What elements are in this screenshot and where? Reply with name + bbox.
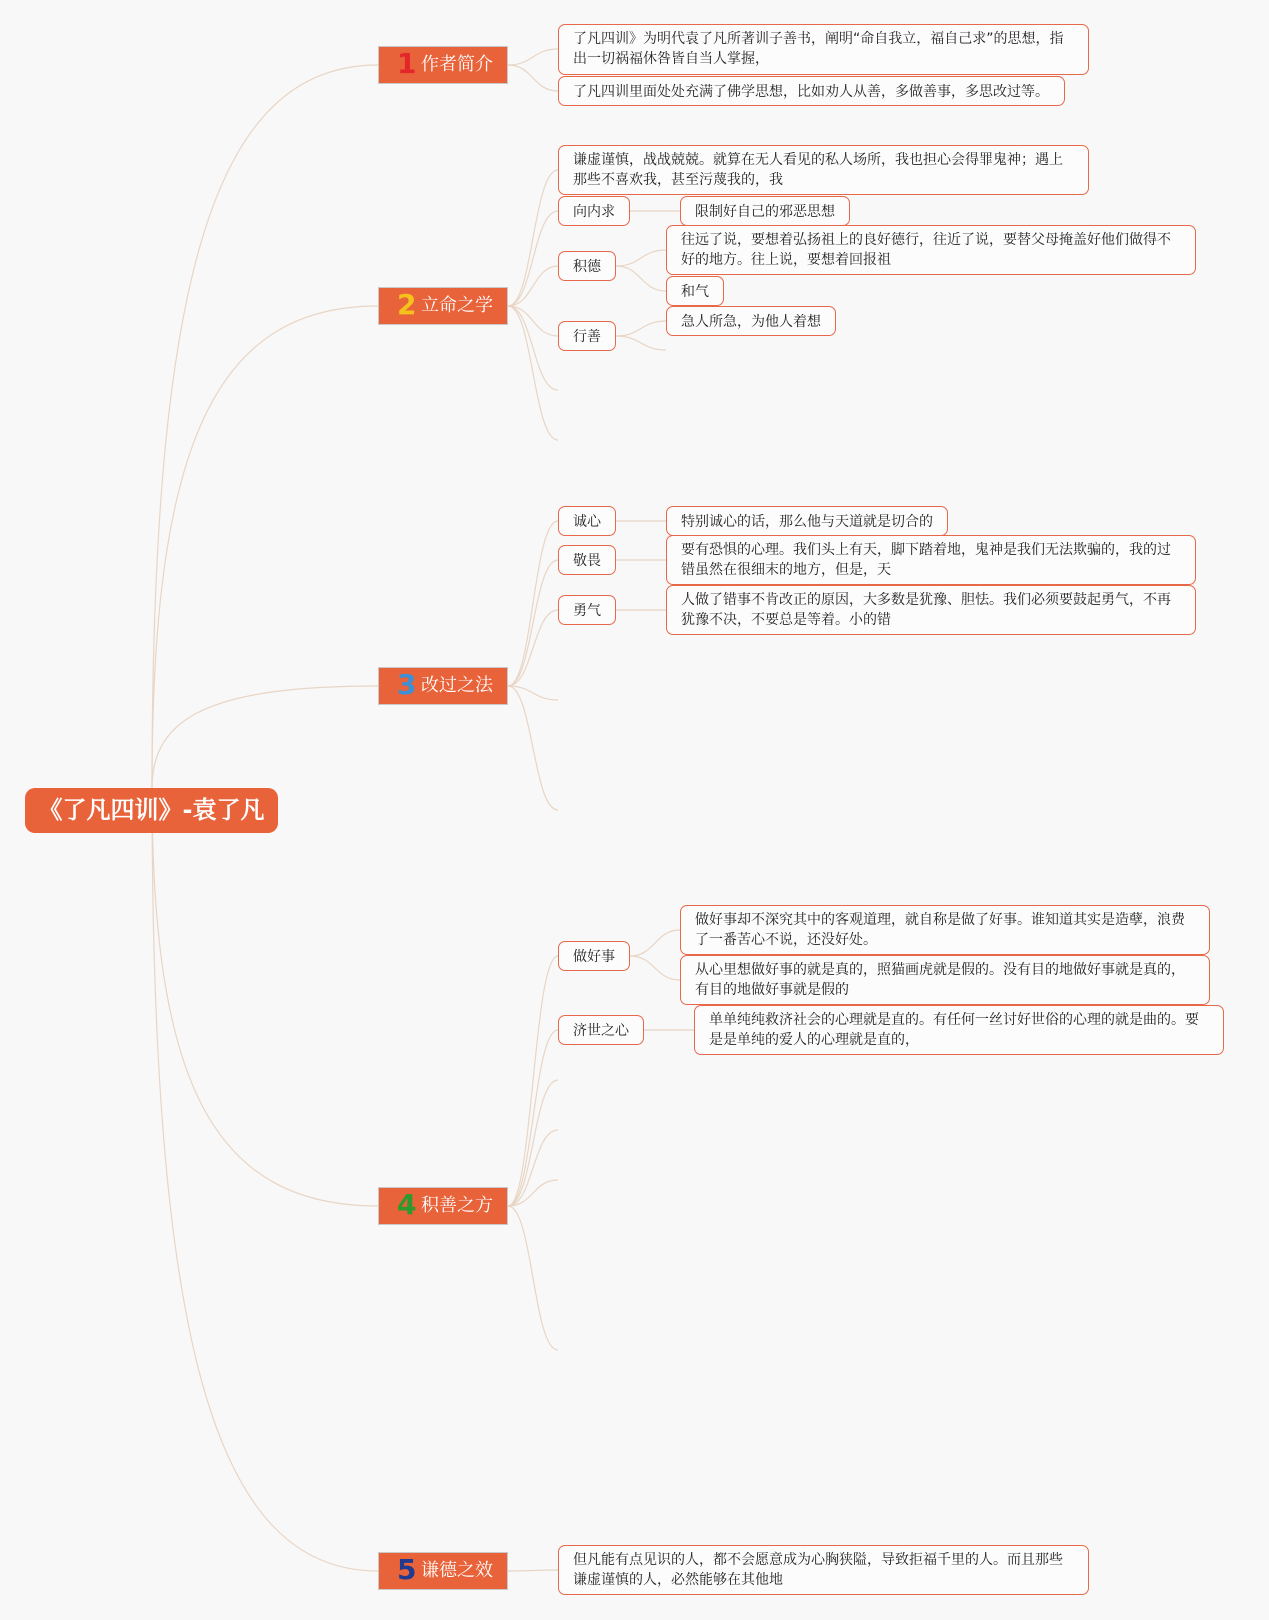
subtopic-label: 行善 — [573, 329, 601, 345]
topic-box[interactable] — [558, 1545, 1089, 1595]
topic-box[interactable] — [666, 585, 1196, 635]
connector-line — [508, 266, 558, 306]
branch-gaiguo[interactable] — [378, 667, 508, 705]
connector-line — [152, 686, 378, 788]
topic-box[interactable] — [666, 225, 1196, 275]
branch-number: 2 — [397, 288, 417, 321]
topic-box[interactable] — [558, 24, 1089, 75]
topic-text-line: 做好事却不深究其中的客观道理，就自称是做了好事。谁知道其实是造孽，浪费 — [695, 912, 1185, 928]
topic-text-line: 那些不喜欢我，甚至污蔑我的，我 — [573, 172, 783, 188]
subtopic-xingshan[interactable] — [558, 321, 616, 351]
topic-box[interactable] — [666, 506, 948, 536]
branch-author-intro[interactable] — [378, 46, 508, 84]
topic-box[interactable] — [680, 905, 1210, 955]
topic-text-line: 但凡能有点见识的人，都不会愿意成为心胸狭隘，导致拒福千里的人。而且那些 — [573, 1552, 1063, 1568]
subtopic-label: 勇气 — [573, 603, 601, 619]
topic-text-line: 往远了说，要想着弘扬祖上的良好德行，往近了说，要替父母掩盖好他们做得不 — [681, 232, 1171, 248]
subtopic-label: 敬畏 — [573, 553, 601, 569]
branch-number: 3 — [397, 668, 417, 701]
topic-box[interactable] — [558, 76, 1065, 106]
connector-line — [508, 1030, 558, 1206]
connector-line — [508, 686, 558, 700]
connector-line — [508, 49, 558, 65]
connector-line — [508, 211, 558, 306]
connector-line — [508, 1206, 558, 1350]
subtopic-jide[interactable] — [558, 251, 616, 281]
connector-line — [152, 788, 378, 1571]
connector-line — [152, 306, 378, 788]
topic-text-line: 错虽然在很细末的地方，但是，天 — [681, 562, 891, 578]
topic-text-line: 出一切祸福休咎皆自当人掌握， — [573, 51, 769, 67]
topic-text-line: 犹豫不决，不要总是等着。小的错 — [681, 612, 891, 628]
branch-number: 1 — [397, 47, 417, 80]
connector-line — [508, 560, 558, 686]
topic-text-line: 单单纯纯救济社会的心理就是直的。有任何一丝讨好世俗的心理的就是曲的。要 — [709, 1012, 1199, 1028]
connector-line — [630, 930, 680, 956]
subtopic-chengxin[interactable] — [558, 506, 616, 536]
topic-box[interactable] — [666, 276, 724, 306]
connector-line — [616, 250, 666, 266]
topic-text-line: 人做了错事不肯改正的原因，大多数是犹豫、胆怯。我们必须要鼓起勇气，不再 — [681, 592, 1171, 608]
connector-line — [508, 1570, 558, 1571]
root-title: 《了凡四训》-袁了凡 — [38, 796, 265, 824]
subtopic-zuohaoshi[interactable] — [558, 941, 630, 971]
connector-line — [508, 521, 558, 686]
subtopic-jingwei[interactable] — [558, 545, 616, 575]
connector-line — [508, 306, 558, 440]
connector-line — [508, 65, 558, 91]
topic-text-line: 谦虚谨慎的人，必然能够在其他地 — [573, 1572, 783, 1588]
branch-number: 4 — [397, 1188, 417, 1221]
branch-number: 5 — [397, 1553, 417, 1586]
topic-text-line: 和气 — [681, 284, 709, 300]
branch-label: 谦德之效 — [421, 1560, 493, 1581]
topic-box[interactable] — [680, 196, 850, 226]
connector-line — [616, 336, 666, 350]
subtopic-label: 济世之心 — [573, 1023, 629, 1039]
connector-line — [616, 266, 666, 291]
connector-line — [630, 956, 680, 980]
topic-text-line: 从心里想做好事的就是真的，照猫画虎就是假的。没有目的地做好事就是真的， — [695, 962, 1185, 978]
branch-jishan[interactable] — [378, 1187, 508, 1225]
root-node[interactable] — [25, 788, 278, 833]
subtopic-label: 做好事 — [573, 949, 615, 965]
topic-text-line: 特别诚心的话，那么他与天道就是切合的 — [681, 514, 933, 530]
topic-box[interactable] — [666, 306, 836, 336]
subtopic-label: 积德 — [573, 259, 601, 275]
topic-text-line: 急人所急，为他人着想 — [681, 314, 821, 330]
topic-text-line: 限制好自己的邪恶思想 — [695, 204, 835, 220]
topic-text-line: 好的地方。往上说，要想着回报祖 — [681, 252, 891, 268]
connector-line — [152, 788, 378, 1206]
branch-qiande[interactable] — [378, 1552, 508, 1590]
connector-line — [616, 321, 666, 336]
connector-line — [152, 65, 378, 788]
topic-text-line: 有目的地做好事就是假的 — [695, 982, 849, 998]
topic-text-line: 了一番苦心不说，还没好处。 — [695, 932, 877, 948]
subtopic-jishizhixin[interactable] — [558, 1015, 644, 1045]
connector-line — [508, 686, 558, 810]
topic-text-line: 要有恐惧的心理。我们头上有天，脚下踏着地，鬼神是我们无法欺骗的，我的过 — [681, 542, 1171, 558]
topic-box[interactable] — [558, 145, 1089, 195]
branch-liming[interactable] — [378, 287, 508, 325]
connector-line — [508, 306, 558, 390]
topic-text-line: 了凡四训里面处处充满了佛学思想，比如劝人从善，多做善事，多思改过等。 — [573, 84, 1049, 100]
branch-label: 改过之法 — [421, 675, 493, 696]
connector-line — [508, 1080, 558, 1206]
branch-label: 作者简介 — [421, 54, 493, 75]
subtopic-label: 向内求 — [573, 204, 615, 220]
subtopic-xiangneiqiu[interactable] — [558, 196, 630, 226]
subtopic-label: 诚心 — [573, 514, 601, 530]
topic-text-line: 了凡四训》为明代袁了凡所著训子善书，阐明“命自我立，福自己求”的思想，指 — [573, 31, 1064, 47]
topic-box[interactable] — [694, 1005, 1224, 1055]
branch-label: 立命之学 — [421, 295, 493, 316]
topic-box[interactable] — [666, 535, 1196, 585]
topic-text-line: 是是单纯的爱人的心理就是直的， — [709, 1032, 919, 1048]
subtopic-yongqi[interactable] — [558, 595, 616, 625]
branch-label: 积善之方 — [421, 1195, 493, 1216]
topic-box[interactable] — [680, 955, 1210, 1005]
topic-text-line: 谦虚谨慎，战战兢兢。就算在无人看见的私人场所，我也担心会得罪鬼神；遇上 — [573, 152, 1063, 168]
